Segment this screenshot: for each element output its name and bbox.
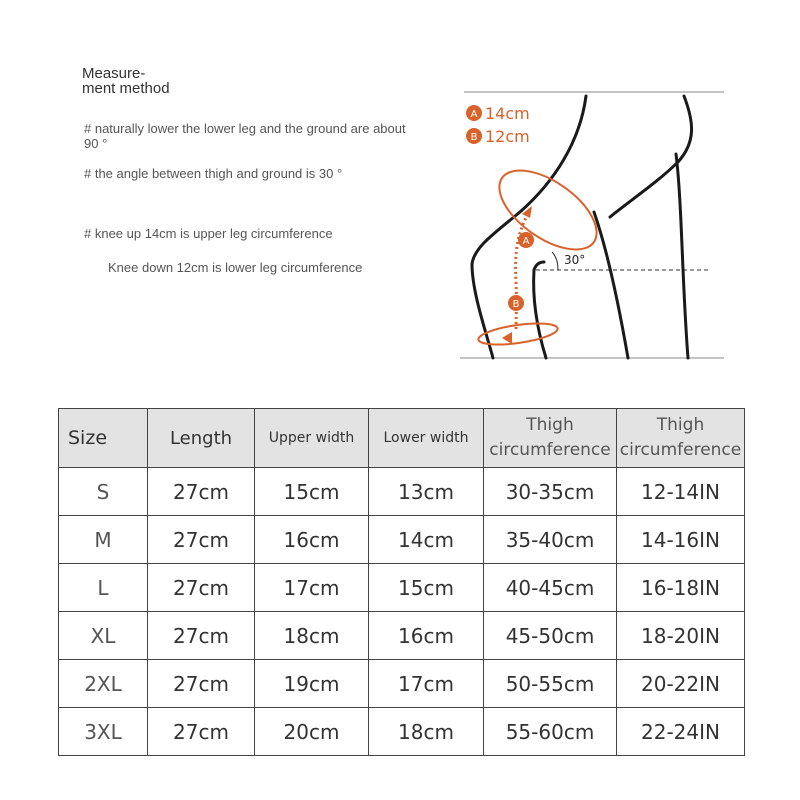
cell-thigh-in: 22-24IN [617,708,745,756]
cell-thigh-cm: 40-45cm [484,564,617,612]
measurement-method-title-line1: Measure- [82,65,146,82]
leg-measurement-diagram [458,82,728,372]
cell-size: XL [59,612,148,660]
circumference-measure-group [477,155,610,349]
dotted-measure-path [516,214,529,330]
cell-size: M [59,516,148,564]
legend-b-letter: B [470,132,478,143]
column-header-upper-width: Upper width [255,409,369,468]
cell-lower-width: 16cm [369,612,484,660]
table-header-row [59,409,745,468]
cell-thigh-in: 14-16IN [617,516,745,564]
cell-length: 27cm [148,516,255,564]
point-a-label: A [522,236,530,247]
cell-length: 27cm [148,660,255,708]
cell-lower-width: 13cm [369,468,484,516]
cell-length: 27cm [148,468,255,516]
legend-a-measure: 14cm [485,104,530,123]
cell-lower-width: 17cm [369,660,484,708]
cell-thigh-in: 20-22IN [617,660,745,708]
point-b-label: B [512,299,520,310]
cell-lower-width: 18cm [369,708,484,756]
table-row [59,468,745,516]
cell-upper-width: 16cm [255,516,369,564]
column-header-length: Length [148,409,255,468]
cell-lower-width: 14cm [369,516,484,564]
column-header-thigh-circumference-in: Thigh circumference [617,409,745,468]
measurement-method-title [82,66,232,96]
table-row [59,612,745,660]
column-header-size: Size [59,409,148,468]
table-row [59,660,745,708]
cell-thigh-in: 16-18IN [617,564,745,612]
cell-thigh-in: 18-20IN [617,612,745,660]
measurement-method-title-line2: ment method [82,80,170,97]
cell-upper-width: 19cm [255,660,369,708]
column-header-lower-width: Lower width [369,409,484,468]
cell-length: 27cm [148,612,255,660]
table-row [59,708,745,756]
lower-circumference-ring [477,320,559,349]
table-row [59,564,745,612]
legend-b-measure: 12cm [485,127,530,146]
cell-thigh-cm: 55-60cm [484,708,617,756]
cell-thigh-cm: 50-55cm [484,660,617,708]
cell-upper-width: 17cm [255,564,369,612]
lower-arrow-head [502,332,512,344]
cell-upper-width: 20cm [255,708,369,756]
cell-upper-width: 15cm [255,468,369,516]
column-header-thigh-circumference-cm: Thigh circumference [484,409,617,468]
legend-a-letter: A [470,109,478,120]
upper-circumference-ring [486,155,610,265]
cell-upper-width: 18cm [255,612,369,660]
cell-thigh-cm: 30-35cm [484,468,617,516]
angle-arc [552,252,558,270]
cell-size: 3XL [59,708,148,756]
angle-label: 30° [564,253,586,267]
cell-thigh-cm: 45-50cm [484,612,617,660]
cell-thigh-cm: 35-40cm [484,516,617,564]
table-row [59,516,745,564]
cell-length: 27cm [148,564,255,612]
size-chart-table [58,408,745,756]
cell-size: L [59,564,148,612]
cell-size: S [59,468,148,516]
cell-lower-width: 15cm [369,564,484,612]
cell-length: 27cm [148,708,255,756]
measure-note-upper-leg: # knee up 14cm is upper leg circumference [84,226,333,241]
measure-note-lower-leg: Knee down 12cm is lower leg circumference [108,260,363,275]
cell-size: 2XL [59,660,148,708]
measure-note-thigh-angle: # the angle between thigh and ground is 30 ° [84,166,343,181]
cell-thigh-in: 12-14IN [617,468,745,516]
measure-note-knee-angle: # naturally lower the lower leg and the ground are about 90 ° [84,121,406,151]
